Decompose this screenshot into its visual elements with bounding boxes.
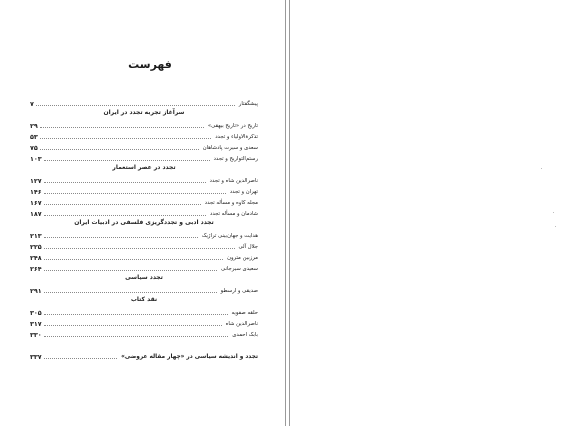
toc-section-heading: تجدد سیاسی (125, 274, 163, 281)
toc-section-heading: تجدد در عصر استعمار (112, 164, 176, 171)
scan-speck (555, 226, 556, 227)
toc-leader-dots (44, 193, 226, 194)
toc-page-number: ۱۰۳ (30, 155, 42, 163)
toc-page-number: ۱۶۷ (30, 199, 42, 207)
toc-page-number: ۲۹ (30, 122, 38, 130)
toc-entry (30, 349, 258, 360)
toc-leader-dots (44, 237, 198, 238)
toc-entry-title: صدیقی و ارسطو (220, 288, 258, 294)
toc-leader-dots (36, 105, 235, 106)
toc-entry-title: شادمان و مسأله تجدد (209, 211, 258, 217)
toc-page-number: ۲۶۴ (30, 265, 42, 273)
toc-section-heading: سرآغاز تجربه تجدد در ایران (103, 109, 185, 116)
book-page-right (291, 0, 582, 426)
toc-leader-dots (44, 182, 206, 183)
toc-leader-dots (44, 292, 217, 293)
toc-entry (30, 250, 258, 261)
toc-entry-title: تاریخ در «تاریخ بیهقی» (207, 123, 258, 129)
toc-page-number: ۲۴۸ (30, 254, 42, 262)
toc-page-number: ۵۳ (30, 133, 38, 141)
toc-leader-dots (40, 149, 199, 150)
toc-leader-dots (40, 127, 204, 128)
toc-page-number: ۳۳۰ (30, 331, 42, 339)
toc-page-number: ۲۹۱ (30, 287, 42, 295)
toc-page-number: ۲۱۳ (30, 232, 42, 240)
toc-entry-title: رستم‌التواریخ و تجدد (213, 156, 258, 162)
toc-leader-dots (44, 204, 201, 205)
toc-entry-title: ناصرالدین شاه (225, 321, 258, 327)
toc-leader-dots (44, 270, 217, 271)
toc-leader-dots (44, 336, 229, 337)
toc-leader-dots (44, 314, 228, 315)
toc-entry-title: تهران و تجدد (229, 189, 258, 195)
toc-section-heading: نقد کتاب (130, 296, 158, 303)
scan-speck (553, 212, 554, 213)
toc-page-number: ۱۸۷ (30, 210, 42, 218)
toc-entry-title: حلقه صفویه (231, 310, 258, 316)
toc-entry-title: هدایت و جهان‌بینی تراژیک (201, 233, 258, 239)
toc-page-number: ۳۰۵ (30, 309, 42, 317)
toc-entry (30, 96, 258, 107)
toc-entry (30, 140, 258, 151)
scan-speck (541, 168, 542, 169)
toc-entry-title: ناصرالدین شاه و تجدد (209, 178, 258, 184)
toc-leader-dots (44, 160, 210, 161)
toc-leader-dots (44, 259, 223, 260)
toc-page-number: ۳۱۷ (30, 320, 42, 328)
toc-entry-title: تجدد و اندیشه سیاسی در «چهار مقاله عروضی» (121, 354, 258, 360)
toc-spacer (30, 338, 258, 349)
toc-leader-dots (44, 325, 222, 326)
toc-page-number: ۱۴۶ (30, 188, 42, 196)
toc-entry-title: مجله کاوه و مسأله تجدد (204, 200, 258, 206)
toc-entry (30, 129, 258, 140)
toc-entry (30, 283, 258, 294)
toc-section-heading: تجدد ادبی و تجددگریزی فلسفی در ادبیات ایران (74, 219, 214, 226)
toc-leader-dots (44, 215, 206, 216)
toc-entry-title: تذکرةالاولیاء و تجدد (215, 134, 258, 140)
toc-entry (30, 206, 258, 217)
toc-entry (30, 327, 258, 338)
toc-entry (30, 316, 258, 327)
page-edge-divider (285, 0, 286, 426)
toc-entry-title: سعیدی سیرجانی (221, 266, 258, 272)
toc-page-number: ۳۳۷ (30, 353, 42, 361)
toc-leader-dots (44, 358, 117, 359)
toc-page-number: ۲۲۵ (30, 243, 42, 251)
toc-page-number: ۱۲۷ (30, 177, 42, 185)
toc-entry (30, 261, 258, 272)
toc-entry (30, 151, 258, 162)
toc-entry-title: مرزبین مترون (227, 255, 258, 261)
page-edge-divider (289, 0, 290, 426)
toc-entry (30, 184, 258, 195)
toc-entry (30, 228, 258, 239)
toc-entry-title: پیشگفتار (238, 101, 258, 107)
toc-page-number: ۷۵ (30, 144, 38, 152)
toc-entry (30, 195, 258, 206)
toc-entry (30, 173, 258, 184)
toc-entry-title: جلال آلی (238, 244, 258, 250)
toc-entry (30, 239, 258, 250)
page-title: فهرست (128, 58, 172, 71)
toc-entry (30, 118, 258, 129)
book-page-left (0, 0, 284, 426)
toc-entry-title: سعدی و سیرت پادشاهان (202, 145, 258, 151)
table-of-contents (30, 96, 258, 360)
toc-leader-dots (40, 138, 211, 139)
toc-entry-title: بابک احمدی (232, 332, 258, 338)
toc-entry (30, 305, 258, 316)
toc-page-number: ۷ (30, 100, 34, 108)
toc-leader-dots (44, 248, 235, 249)
